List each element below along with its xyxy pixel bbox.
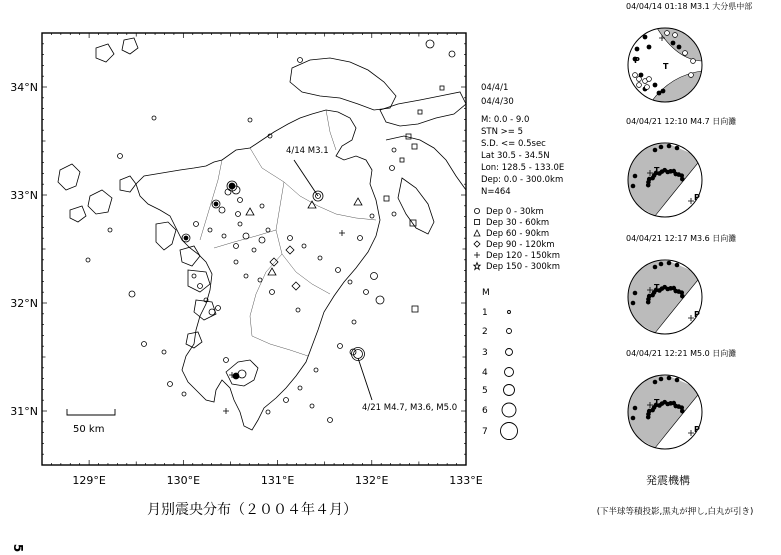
focal-mechanism-label: 04/04/21 12:21 M5.0 日向灘 — [626, 349, 737, 358]
t-axis-label: T — [663, 62, 669, 71]
p-axis-label: P — [694, 425, 700, 434]
depth-legend-item — [474, 262, 560, 272]
scale-label: 50 km — [73, 424, 105, 435]
annotation-0414: 4/14 M3.1 — [286, 146, 329, 156]
magnitude-legend-label: 4 — [482, 368, 488, 378]
magnitude-legend-item — [482, 423, 518, 440]
mechanism-title: 発震機構 — [646, 474, 690, 487]
mechanism-note: (下半球等積投影,黒丸が押し,白丸が引き) — [596, 507, 754, 517]
latitude-label: 34°N — [10, 81, 38, 94]
latitude-label: 33°N — [10, 189, 38, 202]
magnitude-legend-item — [482, 348, 513, 358]
p-axis-label: P — [694, 193, 700, 202]
focal-mechanism — [626, 348, 736, 449]
magnitude-legend-label: 2 — [482, 327, 488, 337]
focal-mechanism — [626, 233, 736, 334]
t-axis-label: T — [654, 398, 660, 407]
magnitude-legend-item — [482, 327, 512, 337]
depth-legend-label: Dep 30 - 60km — [486, 218, 550, 228]
longitude-label: 133°E — [449, 474, 483, 487]
magnitude-legend-title: M — [482, 288, 490, 298]
longitude-label: 132°E — [355, 474, 389, 487]
focal-mechanism-label: 04/04/21 12:17 M3.6 日向灘 — [626, 234, 737, 243]
info-line: M: 0.0 - 9.0 — [481, 115, 530, 125]
depth-legend-item — [475, 218, 550, 228]
depth-legend-item — [474, 229, 549, 239]
depth-legend-label: Dep 60 - 90km — [486, 229, 550, 239]
figure-title: 月別震央分布（２００４年４月） — [147, 502, 357, 518]
magnitude-legend-label: 5 — [482, 386, 488, 396]
magnitude-legend-label: 6 — [482, 406, 488, 416]
magnitude-legend-item — [482, 368, 514, 379]
info-line: Dep: 0.0 - 300.0km — [481, 175, 564, 185]
depth-legend-item — [474, 240, 555, 250]
info-line: Lat 30.5 - 34.5N — [481, 151, 550, 161]
catalog-info — [481, 83, 564, 197]
depth-legend-label: Dep 0 - 30km — [486, 207, 544, 217]
info-line: STN >= 5 — [481, 127, 524, 137]
map-frame — [42, 33, 466, 465]
longitude-label: 130°E — [166, 474, 201, 487]
info-line: S.D. <= 0.5sec — [481, 139, 546, 149]
longitude-label: 131°E — [260, 474, 295, 487]
focal-mechanism-label: 04/04/14 01:18 M3.1 大分県中部 — [626, 2, 753, 11]
page-number: 5 — [11, 543, 25, 553]
info-line: 04/4/1 — [481, 83, 509, 93]
t-axis-label: T — [654, 166, 660, 175]
p-axis-label: P — [634, 56, 640, 65]
magnitude-legend — [482, 288, 518, 440]
annotation-0421: 4/21 M4.7, M3.6, M5.0 — [362, 403, 458, 413]
depth-legend — [474, 207, 560, 272]
magnitude-legend-label: 1 — [482, 308, 488, 318]
map-panel — [10, 33, 483, 487]
p-axis-label: P — [694, 310, 700, 319]
t-axis-label: T — [654, 283, 660, 292]
latitude-label: 31°N — [10, 405, 38, 418]
magnitude-legend-label: 3 — [482, 348, 488, 358]
focal-mechanism-label: 04/04/21 12:10 M4.7 日向灘 — [626, 117, 737, 126]
depth-legend-label: Dep 120 - 150km — [486, 251, 560, 261]
info-line: Lon: 128.5 - 133.0E — [481, 163, 565, 173]
longitude-labels — [72, 474, 482, 487]
latitude-label: 32°N — [10, 297, 38, 310]
depth-legend-item — [474, 207, 543, 217]
depth-legend-label: Dep 150 - 300km — [486, 262, 560, 272]
focal-mechanism — [626, 116, 736, 217]
longitude-label: 129°E — [72, 474, 106, 487]
depth-legend-item — [474, 251, 560, 261]
focal-mechanism — [626, 1, 752, 102]
magnitude-legend-item — [482, 385, 515, 397]
focal-mechanisms — [626, 1, 752, 449]
info-line: N=464 — [481, 187, 511, 197]
magnitude-legend-item — [482, 403, 516, 417]
depth-legend-label: Dep 90 - 120km — [486, 240, 555, 250]
latitude-labels — [10, 81, 38, 418]
info-line: 04/4/30 — [481, 97, 514, 107]
magnitude-legend-label: 7 — [482, 427, 488, 437]
magnitude-legend-item — [482, 308, 511, 318]
